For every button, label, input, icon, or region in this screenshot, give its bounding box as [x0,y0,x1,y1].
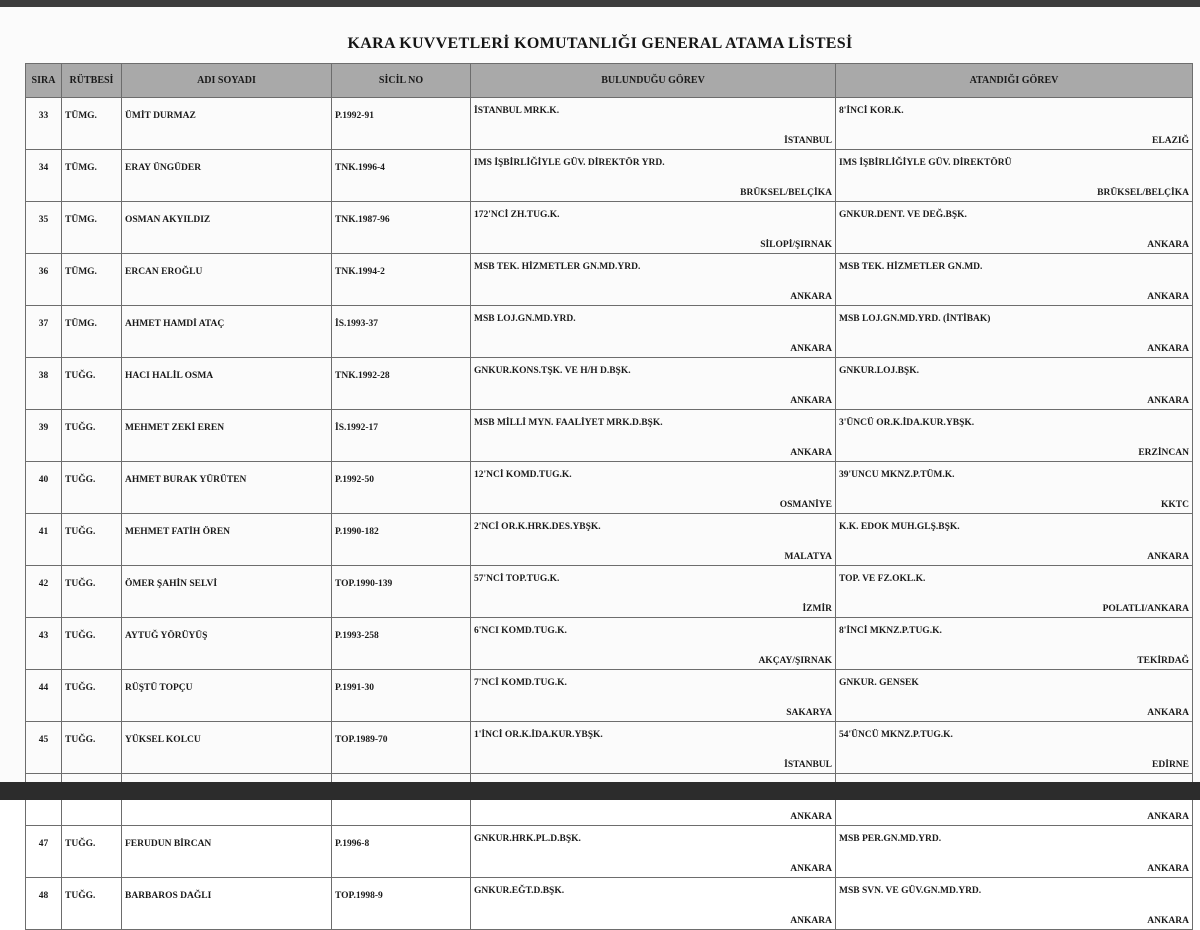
current-post-location: ANKARA [790,812,832,822]
header-atandigi-gorev: ATANDIĞI GÖREV [836,64,1193,98]
document-page [0,7,1200,926]
new-post-location: POLATLI/ANKARA [1102,604,1189,614]
new-post-location: ANKARA [1147,240,1189,250]
sicil-cell: TOP.1998-9 [332,878,471,930]
table-row [26,358,1193,410]
current-post-location: ANKARA [790,396,832,406]
current-post-cell [471,202,836,254]
new-post-location: BRÜKSEL/BELÇİKA [1097,188,1189,198]
new-post-cell [836,826,1193,878]
new-post-cell [836,410,1193,462]
new-post-cell [836,670,1193,722]
new-post-name: 3'ÜNCÜ OR.K.İDA.KUR.YBŞK. [839,418,975,428]
current-post-location: SAKARYA [786,708,832,718]
current-post-name: MSB LOJ.GN.MD.YRD. [474,314,576,324]
new-post-name: 8'İNCİ KOR.K. [839,106,904,116]
current-post-cell [471,462,836,514]
current-post-location: İSTANBUL [784,136,832,146]
sicil-cell: P.1996-8 [332,826,471,878]
current-post-location: MALATYA [784,552,832,562]
rutbe-cell: TUĞG. [62,358,122,410]
current-post-location: BRÜKSEL/BELÇİKA [740,188,832,198]
current-post-cell [471,358,836,410]
current-post-location: ANKARA [790,448,832,458]
sira-cell: 40 [26,462,62,514]
current-post-cell [471,98,836,150]
current-post-name: GNKUR.HRK.PL.D.BŞK. [474,834,581,844]
sira-cell: 36 [26,254,62,306]
current-post-name: MSB MİLLİ MYN. FAALİYET MRK.D.BŞK. [474,418,663,428]
name-cell: ERCAN EROĞLU [122,254,332,306]
new-post-location: ANKARA [1147,396,1189,406]
current-post-location: ANKARA [790,864,832,874]
name-cell: RÜŞTÜ TOPÇU [122,670,332,722]
sira-cell: 39 [26,410,62,462]
new-post-cell [836,98,1193,150]
current-post-location: SİLOPİ/ŞIRNAK [760,240,832,250]
sicil-cell: TNK.1987-96 [332,202,471,254]
current-post-name: 1'İNCİ OR.K.İDA.KUR.YBŞK. [474,730,603,740]
new-post-cell [836,306,1193,358]
sira-cell: 35 [26,202,62,254]
current-post-cell [471,306,836,358]
current-post-cell [471,826,836,878]
new-post-location: ANKARA [1147,812,1189,822]
new-post-name: IMS İŞBİRLİĞİYLE GÜV. DİREKTÖRÜ [839,158,1012,168]
new-post-location: ANKARA [1147,552,1189,562]
sicil-cell: P.1992-50 [332,462,471,514]
page-title: KARA KUVVETLERİ KOMUTANLIĞI GENERAL ATAMA LİSTESİ [347,35,853,52]
table-row [26,150,1193,202]
current-post-location: AKÇAY/ŞIRNAK [758,656,832,666]
sicil-cell: P.1990-182 [332,514,471,566]
sicil-cell: P.1992-91 [332,98,471,150]
new-post-cell [836,722,1193,774]
new-post-name: TOP. VE FZ.OKL.K. [839,574,926,584]
new-post-name: MSB SVN. VE GÜV.GN.MD.YRD. [839,886,982,896]
new-post-cell [836,202,1193,254]
new-post-location: ANKARA [1147,916,1189,926]
new-post-location: ERZİNCAN [1138,448,1189,458]
sicil-cell: P.1993-258 [332,618,471,670]
new-post-cell [836,618,1193,670]
new-post-name: GNKUR. GENSEK [839,678,919,688]
new-post-name: GNKUR.LOJ.BŞK. [839,366,919,376]
name-cell: ÖMER ŞAHİN SELVİ [122,566,332,618]
name-cell: MEHMET ZEKİ EREN [122,410,332,462]
current-post-cell [471,878,836,930]
bottom-border [0,782,1200,800]
rutbe-cell: TUĞG. [62,826,122,878]
rutbe-cell: TÜMG. [62,254,122,306]
new-post-name: 39'UNCU MKNZ.P.TÜM.K. [839,470,955,480]
rutbe-cell: TUĞG. [62,722,122,774]
current-post-name: 57'NCİ TOP.TUG.K. [474,574,560,584]
current-post-name: 7'NCİ KOMD.TUG.K. [474,678,567,688]
sira-cell: 43 [26,618,62,670]
current-post-location: OSMANİYE [779,500,832,510]
sira-cell: 44 [26,670,62,722]
sira-cell: 48 [26,878,62,930]
top-border [0,0,1200,7]
new-post-name: 54'ÜNCÜ MKNZ.P.TUG.K. [839,730,953,740]
current-post-cell [471,566,836,618]
sicil-cell: İS.1993-37 [332,306,471,358]
rutbe-cell: TUĞG. [62,878,122,930]
new-post-location: ANKARA [1147,344,1189,354]
new-post-cell [836,358,1193,410]
rutbe-cell: TUĞG. [62,670,122,722]
sicil-cell: TNK.1992-28 [332,358,471,410]
sicil-cell: TOP.1989-70 [332,722,471,774]
rutbe-cell: TÜMG. [62,150,122,202]
current-post-name: 2'NCİ OR.K.HRK.DES.YBŞK. [474,522,601,532]
current-post-name: GNKUR.KONS.TŞK. VE H/H D.BŞK. [474,366,631,376]
new-post-location: TEKİRDAĞ [1137,656,1189,666]
name-cell: ÜMİT DURMAZ [122,98,332,150]
current-post-cell [471,514,836,566]
table-row [26,202,1193,254]
new-post-cell [836,254,1193,306]
table-row [26,670,1193,722]
new-post-cell [836,462,1193,514]
rutbe-cell: TUĞG. [62,618,122,670]
name-cell: MEHMET FATİH ÖREN [122,514,332,566]
new-post-cell [836,878,1193,930]
name-cell: ERAY ÜNGÜDER [122,150,332,202]
current-post-cell [471,254,836,306]
current-post-name: GNKUR.EĞT.D.BŞK. [474,886,565,896]
current-post-location: ANKARA [790,344,832,354]
current-post-name: 12'NCİ KOMD.TUG.K. [474,470,572,480]
table-row [26,514,1193,566]
current-post-name: 6'NCI KOMD.TUG.K. [474,626,567,636]
name-cell: OSMAN AKYILDIZ [122,202,332,254]
new-post-location: ANKARA [1147,864,1189,874]
current-post-cell [471,618,836,670]
table-row [26,98,1193,150]
current-post-location: İZMİR [802,604,832,614]
new-post-name: MSB PER.GN.MD.YRD. [839,834,942,844]
new-post-location: KKTC [1161,500,1189,510]
name-cell: HACI HALİL OSMA [122,358,332,410]
new-post-cell [836,566,1193,618]
current-post-name: MSB TEK. HİZMETLER GN.MD.YRD. [474,262,641,272]
rutbe-cell: TÜMG. [62,306,122,358]
rutbe-cell: TÜMG. [62,98,122,150]
new-post-location: ELAZIĞ [1152,136,1189,146]
sira-cell: 37 [26,306,62,358]
new-post-name: GNKUR.DENT. VE DEĞ.BŞK. [839,210,967,220]
rutbe-cell: TUĞG. [62,514,122,566]
new-post-name: 8'İNCİ MKNZ.P.TUG.K. [839,626,942,636]
new-post-cell [836,150,1193,202]
current-post-cell [471,722,836,774]
header-sira: SIRA [26,64,62,98]
header-rutbe: RÜTBESİ [62,64,122,98]
sicil-cell: P.1991-30 [332,670,471,722]
name-cell: AYTUĞ YÖRÜYÜŞ [122,618,332,670]
current-post-name: IMS İŞBİRLİĞİYLE GÜV. DİREKTÖR YRD. [474,158,665,168]
table-row [26,826,1193,878]
sira-cell: 38 [26,358,62,410]
table-row [26,878,1193,930]
current-post-cell [471,670,836,722]
table-row [26,306,1193,358]
header-adi-soyadi: ADI SOYADI [122,64,332,98]
name-cell: AHMET HAMDİ ATAÇ [122,306,332,358]
new-post-name: MSB LOJ.GN.MD.YRD. (İNTİBAK) [839,314,991,324]
current-post-name: İSTANBUL MRK.K. [474,106,560,116]
table-row [26,462,1193,514]
table-row [26,254,1193,306]
header-bulundugu-gorev: BULUNDUĞU GÖREV [471,64,836,98]
new-post-name: MSB TEK. HİZMETLER GN.MD. [839,262,983,272]
sicil-cell: TOP.1990-139 [332,566,471,618]
current-post-location: ANKARA [790,916,832,926]
current-post-cell [471,150,836,202]
sira-cell: 34 [26,150,62,202]
current-post-cell [471,410,836,462]
current-post-location: İSTANBUL [784,760,832,770]
rutbe-cell: TUĞG. [62,462,122,514]
table-row [26,410,1193,462]
table-header-row [26,64,1193,98]
rutbe-cell: TÜMG. [62,202,122,254]
sicil-cell: İS.1992-17 [332,410,471,462]
name-cell: BARBAROS DAĞLI [122,878,332,930]
rutbe-cell: TUĞG. [62,410,122,462]
new-post-cell [836,514,1193,566]
sira-cell: 45 [26,722,62,774]
name-cell: YÜKSEL KOLCU [122,722,332,774]
header-sicil-no: SİCİL NO [332,64,471,98]
new-post-location: ANKARA [1147,708,1189,718]
sira-cell: 42 [26,566,62,618]
sicil-cell: TNK.1994-2 [332,254,471,306]
sira-cell: 41 [26,514,62,566]
sira-cell: 33 [26,98,62,150]
table-row [26,722,1193,774]
rutbe-cell: TUĞG. [62,566,122,618]
name-cell: FERUDUN BİRCAN [122,826,332,878]
sicil-cell: TNK.1996-4 [332,150,471,202]
new-post-name: K.K. EDOK MUH.GLŞ.BŞK. [839,522,960,532]
table-row [26,566,1193,618]
current-post-location: ANKARA [790,292,832,302]
current-post-name: 172'NCİ ZH.TUG.K. [474,210,560,220]
name-cell: AHMET BURAK YÜRÜTEN [122,462,332,514]
sira-cell: 47 [26,826,62,878]
table-row [26,618,1193,670]
new-post-location: EDİRNE [1152,760,1189,770]
new-post-location: ANKARA [1147,292,1189,302]
